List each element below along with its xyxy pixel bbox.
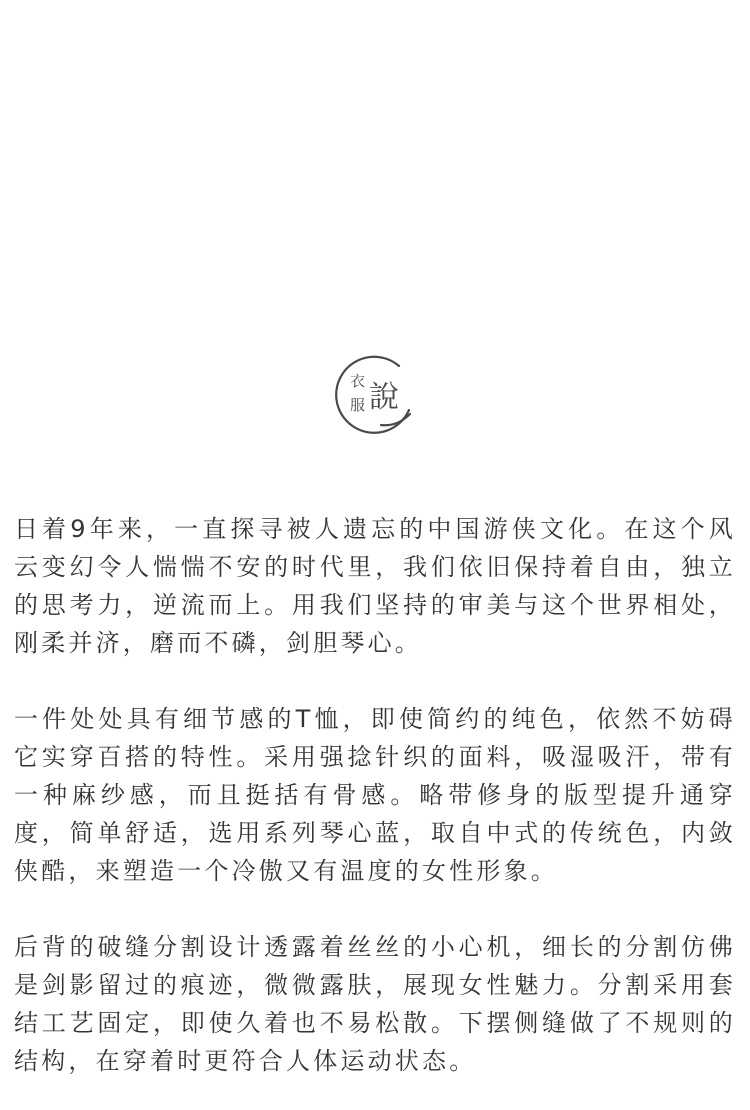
- brand-logo: [333, 352, 417, 436]
- paragraph-brand-story: 日着9年来，一直探寻被人遗忘的中国游侠文化。在这个风云变幻令人惴惴不安的时代里，我们依旧保持着自由，独立的思考力，逆流而上。用我们坚持的审美与这个世界相处，刚柔并济，磨而不磷，剑胆琴心。: [14, 515, 736, 657]
- brand-logo-mark: [333, 352, 417, 436]
- logo-char-fu: 服: [350, 396, 366, 414]
- logo-char-shuo: 說: [369, 380, 399, 415]
- logo-char-yi: 衣: [350, 372, 366, 390]
- article-body: [14, 510, 736, 1080]
- paragraph-back-design: 后背的破缝分割设计透露着丝丝的小心机，细长的分割仿佛是剑影留过的痕迹，微微露肤，展现女性魅力。分割采用套结工艺固定，即使久着也不易松散。下摆侧缝做了不规则的结构，在穿着时更符合人体运动状态。: [14, 933, 736, 1075]
- paragraph-tshirt-details: 一件处处具有细节感的T恤，即使简约的纯色，依然不妨碍它实穿百搭的特性。采用强捻针织的面料，吸湿吸汗，带有一种麻纱感，而且挺括有骨感。略带修身的版型提升通穿度，简单舒适，选用系列琴心蓝，取自中式的传统色，内敛侠酷，来塑造一个冷傲又有温度的女性形象。: [14, 705, 736, 885]
